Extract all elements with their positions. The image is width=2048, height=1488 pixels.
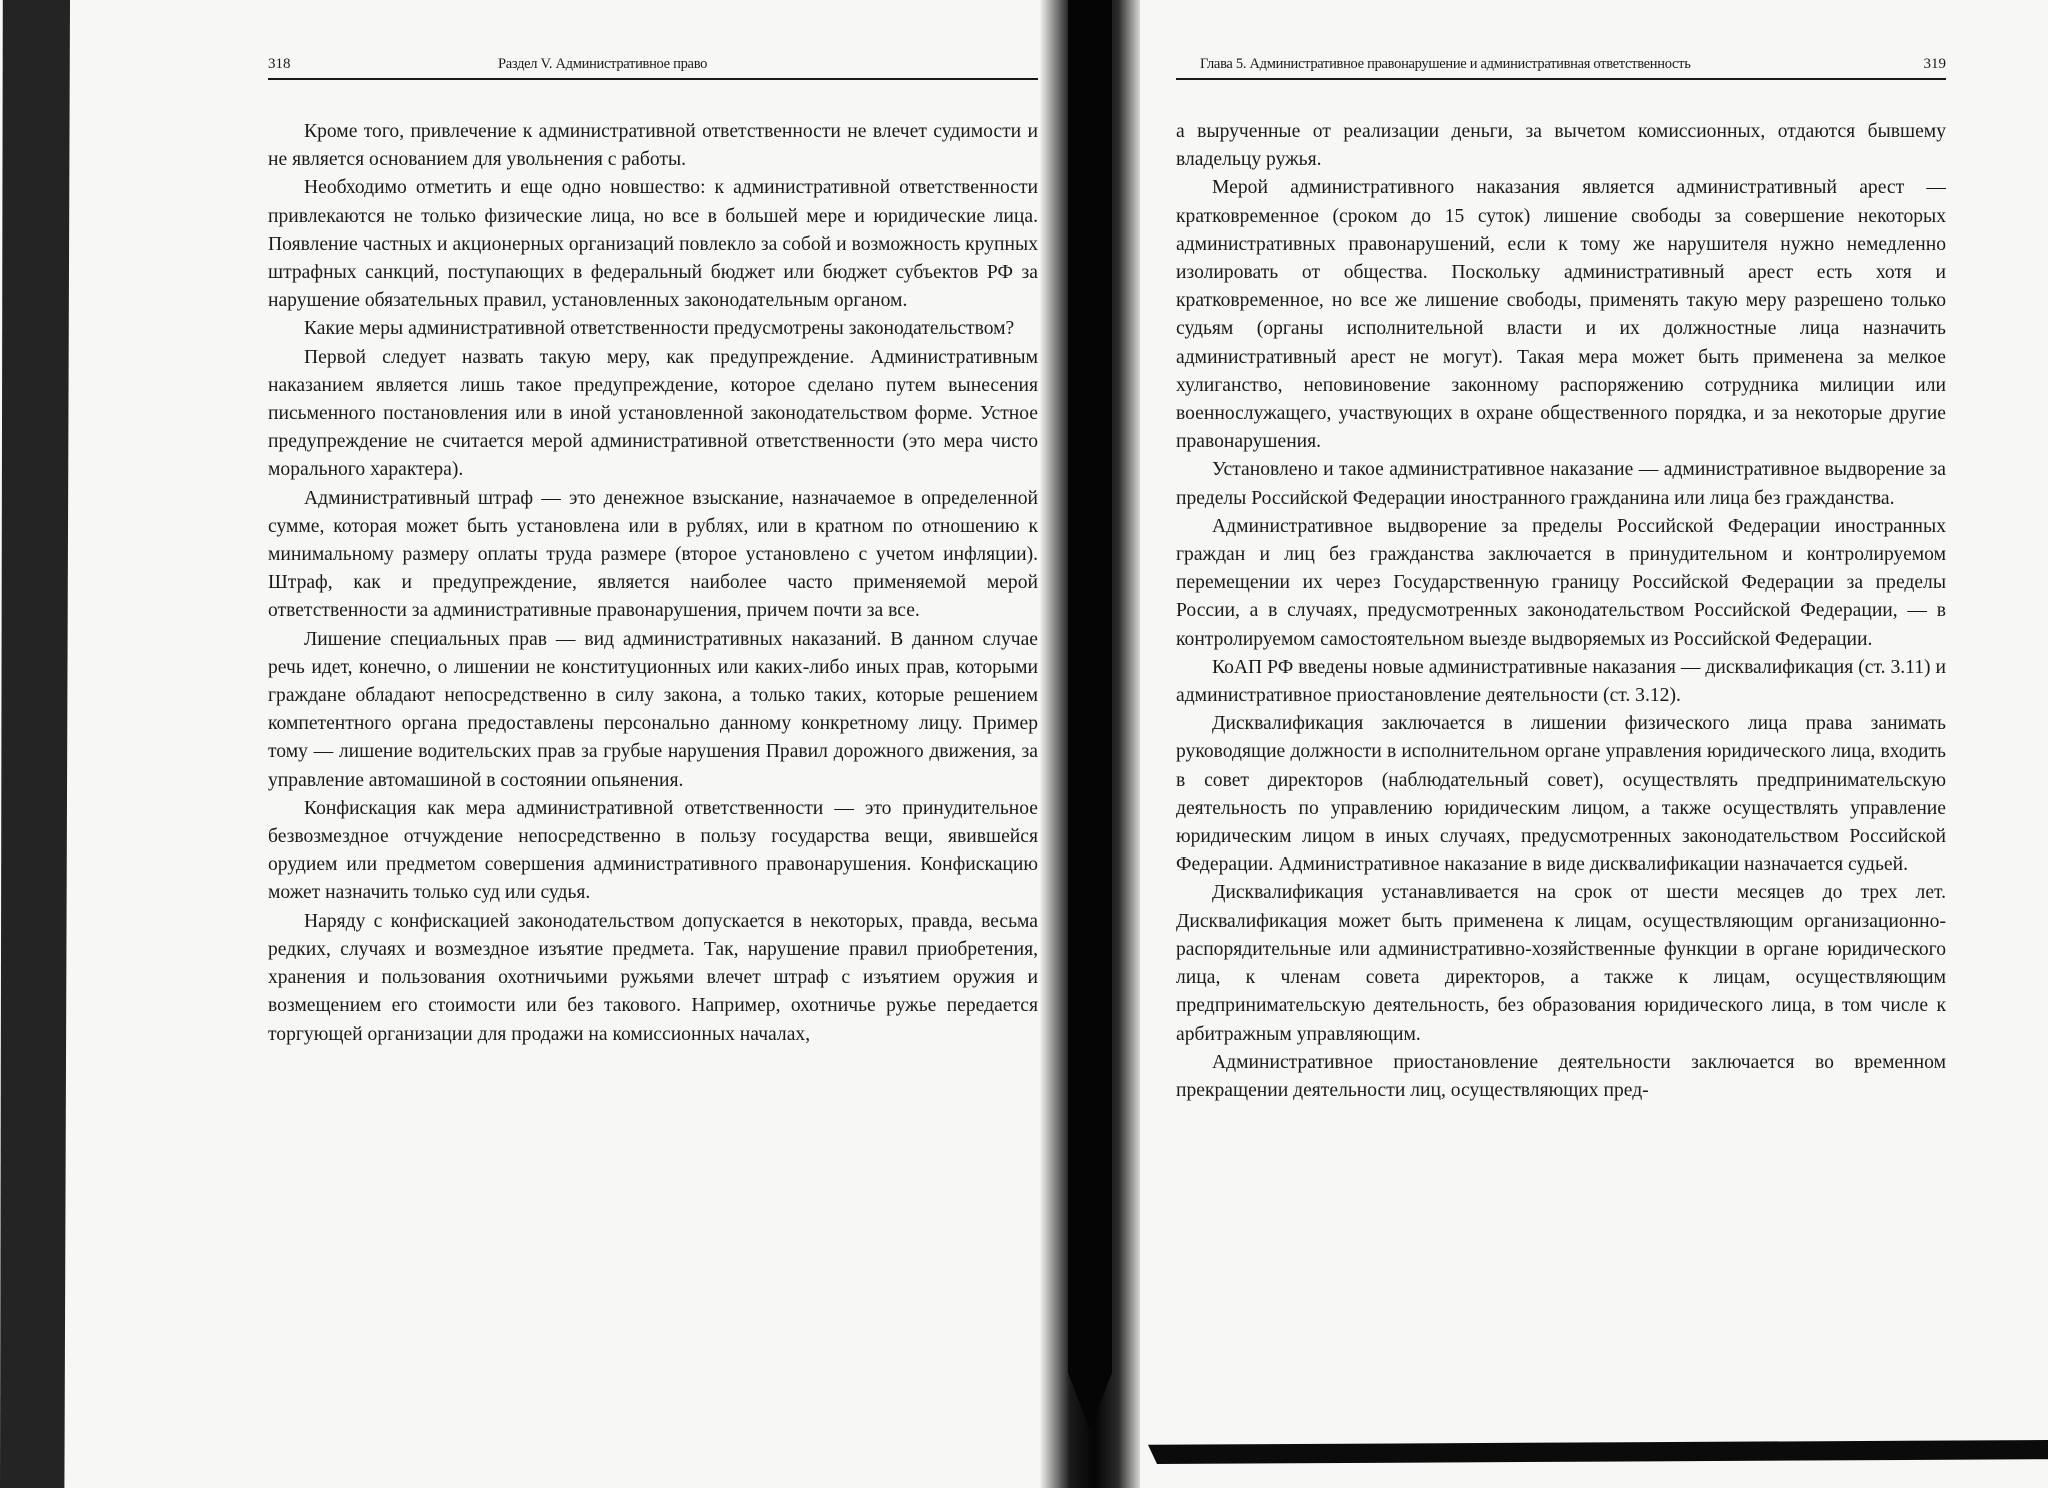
left-paragraph-2: Необходимо отметить и еще одно новшество: к административной ответственности привлекаются не только физические лица, но все в большей мере и юридические лица. Появление частных и акционерных организаций повлекло за собой и возможность крупных штрафных санкций, поступающих в федеральный бюджет или бюджет субъектов РФ за нарушение обязательных правил, установленных законодательным органом. xyxy=(268,177,1038,312)
right-running-head xyxy=(1176,52,1946,80)
scanner-left-edge-shadow xyxy=(0,0,70,1488)
right-paragraph-2: Мерой административного наказания является административный арест — кратковременное (сроком до 15 суток) лишение свободы за совершение некоторых административных правонарушений, если к тому же нарушителя нужно немедленно изолировать от общества. Поскольку административный арест есть хотя и кратковременное, но все же лишение свободы, применять такую меру разрешено только судьям (органы исполнительной власти и их должностные лица назначить административный арест не могут). Такая мера может быть применена за мелкое хулиганство, неповиновение законному распоряжению сотрудника милиции или военнослужащего, участвующих в охране общественного порядка, и за некоторые другие правонарушения. xyxy=(1176,177,1946,453)
left-paragraph-1: Кроме того, привлечение к административной ответственности не влечет судимости и не является основанием для увольнения с работы. xyxy=(268,121,1038,171)
right-paragraph-3: Установлено и такое административное наказание — административное выдворение за пределы Российской Федерации иностранного гражданина или лица без гражданства. xyxy=(1176,459,1946,509)
right-paragraph-4: Административное выдворение за пределы Российской Федерации иностранных граждан и лиц без гражданства заключается в принудительном и контролируемом перемещении их через Государственную границу Российской Федерации за пределы России, а в случаях, предусмотренных законодательством Российской Федерации, — в контролируемом самостоятельном выезде выдворяемых из Российской Федерации. xyxy=(1176,515,1946,650)
left-paragraph-5: Административный штраф — это денежное взыскание, назначаемое в определенной сумме, которая может быть установлена или в рублях, или в кратном по отношению к минимальному размеру оплаты труда размере (второе установлено с учетом инфляции). Штраф, как и предупреждение, является наиболее часто применяемой мерой ответственности за административные правонарушения, причем почти за все. xyxy=(268,487,1038,622)
right-page xyxy=(1176,52,1946,1392)
right-page-body xyxy=(1176,118,1946,1105)
left-page-number: 318 xyxy=(268,56,291,72)
left-paragraph-6: Лишение специальных прав — вид административных наказаний. В данном случае речь идет, конечно, о лишении не конституционных или каких-либо иных прав, которыми граждане обладают непосредственно в силу закона, а только таких, которые решением компетентного органа предоставлены персонально данному конкретному лицу. Пример тому — лишение водительских прав за грубые нарушения Правил дорожного движения, за управление автомашиной в состоянии опьянения. xyxy=(268,628,1038,791)
right-paragraph-7: Дисквалификация устанавливается на срок от шести месяцев до трех лет. Дисквалификация может быть применена к лицам, осуществляющим организационно-распорядительные или административно-хозяйственные функции в органе юридического лица, к членам совета директоров, а также к лицам, осуществляющим предпринимательскую деятельность, без образования юридического лица, в том числе к арбитражным управляющим. xyxy=(1176,882,1946,1045)
scanner-bottom-edge-shadow xyxy=(1148,1440,2048,1464)
left-paragraph-4: Первой следует назвать такую меру, как предупреждение. Административным наказанием является лишь такое предупреждение, которое сделано путем вынесения письменного постановления или в иной установленной законодательством форме. Устное предупреждение не считается мерой административной ответственности (это мера чисто морального характера). xyxy=(268,346,1038,481)
left-paragraph-8: Наряду с конфискацией законодательством допускается в некоторых, правда, весьма редких, случаях и возмездное изъятие предмета. Так, нарушение правил приобретения, хранения и пользования охотничьими ружьями влечет штраф с изъятием оружия и возмещением его стоимости или без такового. Например, охотничье ружье передается торгующей организации для продажи на комиссионных началах, xyxy=(268,910,1038,1045)
left-page-body xyxy=(268,118,1038,1049)
right-running-head-title: Глава 5. Административное правонарушение и административная ответственность xyxy=(1200,56,1691,72)
left-running-head-title: Раздел V. Административное право xyxy=(498,56,708,72)
right-paragraph-1: а вырученные от реализации деньги, за вычетом комиссионных, отдаются бывшему владельцу ружья. xyxy=(1176,121,1946,171)
right-paragraph-6: Дисквалификация заключается в лишении физического лица права занимать руководящие должности в исполнительном органе управления юридического лица, входить в совет директоров (наблюдательный совет), осуществлять предпринимательскую деятельность по управлению юридическим лицом, а также осуществлять управление юридическим лицом в иных случаях, предусмотренных законодательством Российской Федерации. Административное наказание в виде дисквалификации назначается судьей. xyxy=(1176,713,1946,876)
right-paragraph-8: Административное приостановление деятельности заключается во временном прекращении деятельности лиц, осуществляющих пред- xyxy=(1176,1051,1946,1101)
left-running-head xyxy=(268,52,1038,80)
left-paragraph-7: Конфискация как мера административной ответственности — это принудительное безвозмездное отчуждение непосредственно в пользу государства вещи, явившейся орудием или предметом совершения административного правонарушения. Конфискацию может назначить только суд или судья. xyxy=(268,797,1038,904)
book-spine-gutter xyxy=(1068,0,1112,1430)
right-page-number: 319 xyxy=(1923,56,1946,72)
right-paragraph-5: КоАП РФ введены новые административные наказания — дисквалификация (ст. 3.11) и административное приостановление деятельности (ст. 3.12). xyxy=(1176,656,1946,707)
left-page xyxy=(268,52,1038,1392)
left-paragraph-3: Какие меры административной ответственности предусмотрены законодательством? xyxy=(304,318,1015,340)
